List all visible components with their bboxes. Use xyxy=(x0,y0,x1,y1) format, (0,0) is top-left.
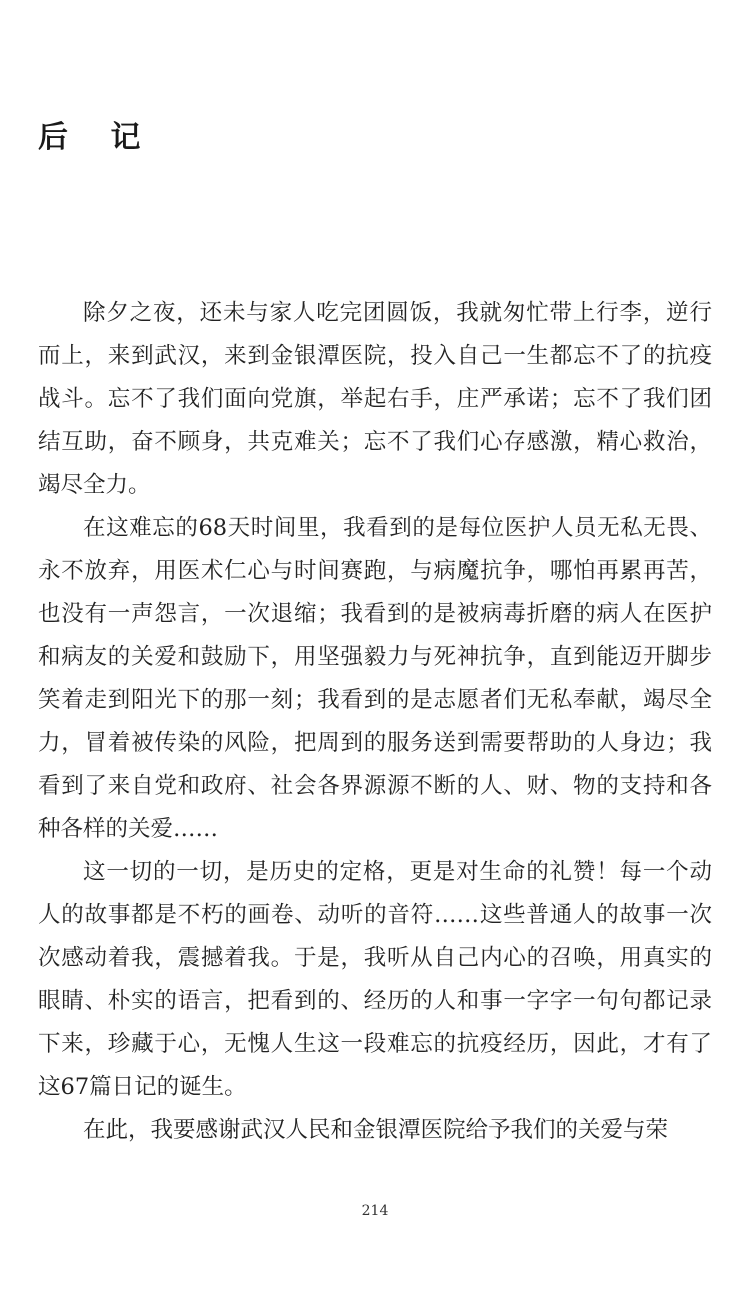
paragraph: 这一切的一切，是历史的定格，更是对生命的礼赞！每一个动人的故事都是不朽的画卷、动听的音符……这些普通人的故事一次次感动着我，震撼着我。于是，我听从自己内心的召唤，用真实的眼睛、朴实的语言，把看到的、经历的人和事一字字一句句都记录下来，珍藏于心，无愧人生这一段难忘的抗疫经历，因此，才有了这67篇日记的诞生。 xyxy=(38,859,712,1100)
chapter-title: 后 记 xyxy=(38,120,157,155)
paragraph: 在这难忘的68天时间里，我看到的是每位医护人员无私无畏、永不放弃，用医术仁心与时间赛跑，与病魔抗争，哪怕再累再苦，也没有一声怨言，一次退缩；我看到的是被病毒折磨的病人在医护和病友的关爱和鼓励下，用坚强毅力与死神抗争，直到能迈开脚步笑着走到阳光下的那一刻；我看到的是志愿者们无私奉献，竭尽全力，冒着被传染的风险，把周到的服务送到需要帮助的人身边；我看到了来自党和政府、社会各界源源不断的人、财、物的支持和各种各样的关爱…… xyxy=(38,515,712,842)
paragraph: 在此，我要感谢武汉人民和金银潭医院给予我们的关爱与荣 xyxy=(83,1117,669,1143)
paragraph: 除夕之夜，还未与家人吃完团圆饭，我就匆忙带上行李，逆行而上，来到武汉，来到金银潭医院，投入自己一生都忘不了的抗疫战斗。忘不了我们面向党旗，举起右手，庄严承诺；忘不了我们团结互助，奋不顾身，共克难关；忘不了我们心存感激，精心救治，竭尽全力。 xyxy=(38,300,712,498)
chapter-body xyxy=(38,292,712,1152)
page-number: 214 xyxy=(361,1203,389,1219)
